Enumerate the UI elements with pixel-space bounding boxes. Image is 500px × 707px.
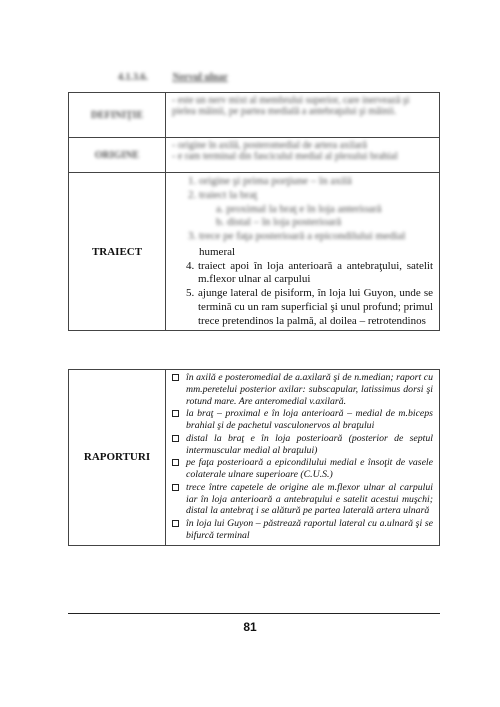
- traiect-item: [186, 260, 433, 288]
- definitie-text: - este un nerv mixt al membrului superior, care inervează şi pielea mâinii, pe partea medială a antebraţului şi mâinii.: [166, 93, 440, 138]
- raporturi-row: [69, 370, 440, 546]
- raporturi-item: [172, 457, 433, 481]
- checkbox-bullet-icon: [172, 484, 179, 491]
- raporturi-item-text: la braţ – proximal e în loja anterioară – medial de m.biceps brahial şi de pachetul vasculonervos al braţului: [186, 408, 433, 431]
- traiect-item: [186, 246, 433, 260]
- raporturi-item: [172, 518, 433, 542]
- traiect-item-text: humeral: [199, 245, 236, 258]
- raporturi-item-text: distal la braţ e în loja posterioară (posterior de septul intermuscular medial al braţului): [186, 432, 433, 456]
- traiect-blurred-item: 3. trece pe faţa posterioară a epicondilului medial: [188, 230, 406, 242]
- traiect-blurred-item: 1. origine şi prima porţiune – în axilă: [188, 175, 352, 187]
- traiect-blurred-item: a. proximal la braţ e în loja anterioară: [216, 202, 382, 215]
- checkbox-bullet-icon: [172, 374, 179, 381]
- raporturi-table: [68, 369, 440, 546]
- traiect-list: [172, 246, 433, 329]
- traiect-blurred-list: [172, 175, 433, 244]
- raporturi-item: [172, 372, 433, 407]
- checkbox-bullet-icon: [172, 435, 179, 442]
- origine-line: - origine în axilă, posteromedial de artera axilară: [172, 140, 367, 151]
- raporturi-item: [172, 408, 433, 432]
- raporturi-cell: [166, 370, 440, 546]
- traiect-cell: [166, 173, 440, 331]
- traiect-item-text: ajunge lateral de pisiform, în loja lui Guyon, unde se termină cu un ram superficial şi unul profund; primul trece pretendinos la palmă, al doilea – retrotendinos: [198, 287, 433, 327]
- traiect-item: [186, 287, 433, 328]
- raporturi-item-text: trece între capetele de origine ale m.flexor ulnar al carpului iar în loja anterioară a antebraţului e satelit acestui muşchi; distal la antebraţ i se alătură pe partea laterală artera ulnară: [186, 481, 433, 517]
- origine-line: - e ram terminal din fasciculul medial al plexului brahial: [172, 151, 398, 162]
- raporturi-item-text: pe faţa posterioară a epicondilului medial e însoţit de vasele colaterale ulnare superioare (C.U.S.): [186, 457, 433, 480]
- raporturi-item-text: în axilă e posteromedial de a.axilară şi de n.median; raport cu mm.peretelui posterior axilar: subscapular, latissimus dorsi şi rotund mare. Are anteromedial v.axilară.: [186, 372, 433, 407]
- definitie-row: [69, 93, 440, 138]
- checkbox-bullet-icon: [172, 459, 179, 466]
- traiect-blurred-item: b. distal – în loja posterioară: [216, 216, 342, 229]
- checkbox-bullet-icon: [172, 410, 179, 417]
- origine-text: [166, 138, 440, 173]
- footer-rule: [68, 613, 440, 614]
- traiect-item-text: traiect apoi în loja anterioară a antebraţului, satelit m.flexor ulnar al carpului: [198, 259, 433, 286]
- origine-row: [69, 138, 440, 173]
- nerve-table: [68, 92, 440, 331]
- raporturi-item: [172, 482, 433, 517]
- page-number: 81: [243, 620, 257, 634]
- traiect-item-number: 4.: [186, 259, 195, 272]
- origine-label: ORIGINE: [69, 138, 166, 173]
- raporturi-item-text: în loja lui Guyon – păstrează raportul lateral cu a.ulnară şi se bifurcă terminal: [186, 518, 433, 541]
- raporturi-item: [172, 433, 433, 457]
- traiect-item-number: 5.: [186, 287, 195, 299]
- traiect-blurred-item: 2. traiect la braţ: [188, 188, 258, 201]
- section-title: Nervul ulnar: [172, 72, 228, 83]
- definitie-label: DEFINIŢIE: [69, 93, 166, 138]
- section-number: 4.1.3.6.: [118, 72, 148, 83]
- traiect-row: [69, 173, 440, 331]
- raporturi-label: RAPORTURI: [69, 370, 166, 546]
- checkbox-bullet-icon: [172, 520, 179, 527]
- section-heading: [118, 72, 228, 83]
- raporturi-list: [172, 372, 433, 542]
- traiect-label: TRAIECT: [69, 173, 166, 331]
